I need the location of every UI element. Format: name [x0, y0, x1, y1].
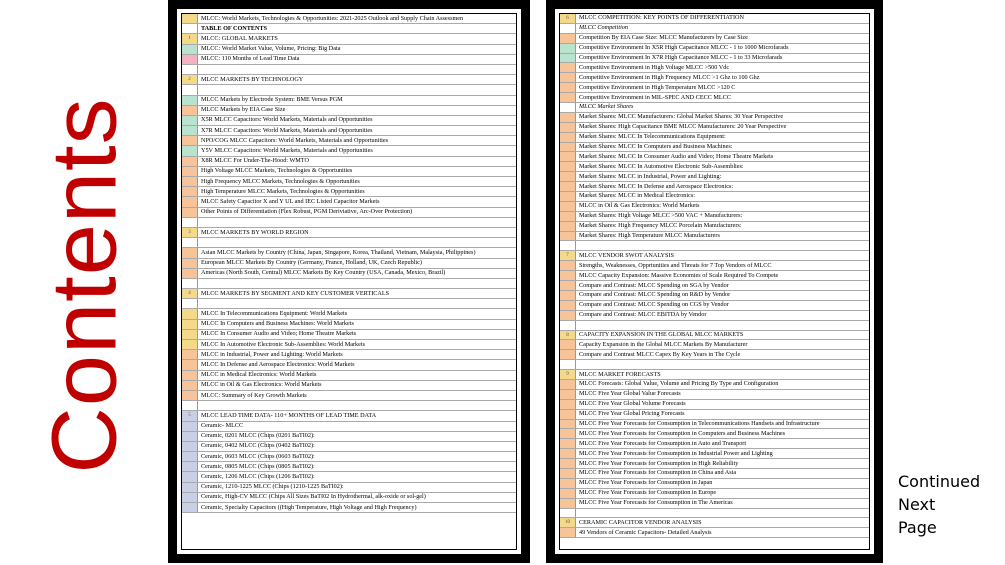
toc-entry-text: MLCC: Summary of Key Growth Markets	[201, 391, 307, 399]
toc-entry-text: 49 Vendors of Ceramic Capacitors- Detailed Analysis	[579, 528, 712, 536]
toc-entry-text: Ceramic, 1210-1225 MLCC (Chips (1210-1225 BaTI02):	[201, 483, 344, 491]
section-marker	[560, 73, 576, 82]
toc-entry-text: X7R MLCC Capacitors: World Markets, Materials and Opportunities	[201, 126, 373, 134]
section-marker: 2	[182, 75, 198, 84]
section-marker	[182, 432, 198, 441]
toc-entry-text: Competition By EIA Case Size: MLCC Manufacturers by Case Size	[579, 34, 748, 42]
toc-page-left	[168, 0, 530, 563]
toc-page-right	[546, 0, 883, 563]
toc-entry-text: MLCC Five Year Forecasts for Consumption in Japan	[579, 479, 713, 487]
side-title-text: Contents	[33, 96, 136, 474]
toc-entry-text: European MLCC Markets By Country (Germany, France, Holland, UK, Czech Republic)	[201, 259, 422, 267]
side-title	[30, 45, 140, 525]
toc-entry-text: Market Shares: MLCC In Automotive Electronic Sub-Assemblies:	[579, 162, 744, 170]
toc-row	[560, 528, 869, 538]
toc-row	[182, 340, 516, 350]
toc-entry-text: High Temperature MLCC Markets, Technologies & Opportunities	[201, 187, 365, 195]
section-marker	[560, 420, 576, 429]
section-marker	[560, 410, 576, 419]
section-marker: 3	[182, 228, 198, 237]
toc-row	[182, 177, 516, 187]
toc-entry-text: MLCC Markets by EIA Case Size	[201, 106, 286, 114]
toc-entry-text: MLCC In Automotive Electronic Sub-Assemblies: World Markets	[201, 340, 366, 348]
toc-row	[182, 299, 516, 309]
toc-panel-right	[555, 9, 874, 554]
toc-entry-text: Capacity Expansion in the Global MLCC Markets By Manufacturer	[579, 340, 748, 348]
section-marker	[182, 208, 198, 217]
section-marker	[182, 157, 198, 166]
section-marker	[182, 340, 198, 349]
section-marker	[182, 330, 198, 339]
toc-entry-text: TABLE OF CONTENTS	[201, 24, 268, 32]
toc-entry-text: Ceramic, 0201 MLCC (Chips (0201 BaTI02):	[201, 432, 315, 440]
section-marker	[182, 391, 198, 400]
toc-entry-text: MLCC LEAD TIME DATA- 110+ MONTHS OF LEAD TIME DATA	[201, 411, 377, 419]
toc-row	[182, 269, 516, 279]
toc-entry-text: MLCC In Consumer Audio and Video; Home Theatre Markets	[201, 330, 357, 338]
toc-entry-text: Market Shares: MLCC in Industrial, Power and Lighting:	[579, 172, 722, 180]
toc-entry-text: Market Shares: MLCC Manufacturers: Global Market Shares: 30 Year Perspective	[579, 113, 784, 121]
toc-row	[182, 238, 516, 248]
section-marker	[182, 381, 198, 390]
toc-panel-left	[177, 9, 521, 554]
toc-entry-text: Market Shares: MLCC in Medical Electronics:	[579, 192, 695, 200]
toc-entry-text: High Voltage MLCC Markets, Technologies & Opportunities	[201, 167, 353, 175]
toc-entry-text: MLCC COMPETITION: KEY POINTS OF DIFFERENTIATION	[579, 14, 744, 22]
section-marker	[182, 177, 198, 186]
section-marker	[182, 462, 198, 471]
toc-entry-text: MLCC in Oil & Gas Electronics: World Markets	[579, 202, 700, 210]
section-marker	[182, 55, 198, 64]
toc-entry-text: MLCC Five Year Forecasts for Consumption in Auto and Transport	[579, 439, 747, 447]
section-marker	[182, 197, 198, 206]
toc-row	[182, 360, 516, 370]
toc-row	[182, 259, 516, 269]
toc-row	[182, 96, 516, 106]
toc-entry-text: Asian MLCC Markets by Country (China, Japan, Singapore, Korea, Thailand, Vietnam, Malaysia, Philippines)	[201, 248, 476, 256]
toc-row	[182, 116, 516, 126]
section-marker	[560, 143, 576, 152]
section-marker	[560, 400, 576, 409]
section-marker	[182, 238, 198, 247]
section-marker	[560, 509, 576, 518]
section-marker	[560, 133, 576, 142]
toc-entry-text: MLCC Markets by Electrode System: BME Versus PGM	[201, 96, 343, 104]
toc-entry-text: MLCC Market Shares	[579, 103, 634, 111]
section-marker	[182, 106, 198, 115]
toc-row	[560, 350, 869, 360]
toc-row	[182, 146, 516, 156]
toc-entry-text: MLCC Safety Capacitor X and Y UL and IEC Listed Capacitor Markets	[201, 197, 380, 205]
section-marker	[182, 187, 198, 196]
toc-row	[182, 157, 516, 167]
toc-entry-text: MLCC VENDOR SWOT ANALYSIS	[579, 251, 674, 259]
toc-row	[182, 228, 516, 238]
toc-entry-text: Ceramic, 0603 MLCC (Chips (0603 BaTI02):	[201, 452, 315, 460]
toc-entry-text: Y5V MLCC Capacitors: World Markets, Materials and Opportunities	[201, 147, 373, 155]
toc-row	[182, 381, 516, 391]
section-marker	[182, 269, 198, 278]
section-marker	[182, 299, 198, 308]
section-marker: 9	[560, 370, 576, 379]
toc-entry-text: NPO/COG MLCC Capacitors: World Markets, Materials and Opportunities	[201, 136, 389, 144]
toc-entry-text: MLCC Five Year Global Volume Forecasts	[579, 400, 686, 408]
toc-entry-text: MLCC MARKETS BY TECHNOLOGY	[201, 75, 304, 83]
section-marker	[182, 493, 198, 502]
toc-row	[182, 126, 516, 136]
toc-entry-text: Compare and Contrast: MLCC Spending on R&D by Vendor	[579, 291, 731, 299]
section-marker: 6	[560, 14, 576, 23]
toc-entry-text: Compare and Contrast: MLCC EBITDA by Vendor	[579, 311, 707, 319]
section-marker	[560, 281, 576, 290]
toc-entry-text: MLCC In Defense and Aerospace Electronics: World Markets	[201, 360, 355, 368]
toc-row	[182, 422, 516, 432]
section-marker	[182, 452, 198, 461]
toc-row	[182, 330, 516, 340]
toc-entry-text: MLCC Forecasts: Global Value, Volume and Pricing By Type and Configuration	[579, 380, 779, 388]
section-marker	[560, 390, 576, 399]
toc-entry-text: MLCC Five Year Forecasts for Consumption in China and Asia	[579, 469, 737, 477]
section-marker	[560, 241, 576, 250]
toc-entry-text: Compare and Contrast MLCC Capex By Key Years in The Cycle	[579, 350, 741, 358]
toc-entry-text: MLCC Five Year Forecasts for Consumption in Europe	[579, 489, 717, 497]
note-line: Page	[898, 518, 937, 537]
toc-entry-text: MLCC Five Year Forecasts for Consumption in Computers and Business Machines	[579, 429, 786, 437]
section-marker	[560, 123, 576, 132]
section-marker: 5	[182, 411, 198, 420]
toc-entry-text: MLCC: 110 Months of Lead Time Data	[201, 55, 300, 63]
toc-entry-text: Market Shares: High Voltage MLCC >500 VAC + Manufacturers:	[579, 212, 743, 220]
toc-row	[182, 248, 516, 258]
toc-entry-text: Competitive Environment in High Frequency MLCC >1 Ghz to 100 Ghz	[579, 73, 760, 81]
toc-row	[560, 311, 869, 321]
continued-note	[898, 470, 998, 539]
toc-row	[182, 309, 516, 319]
section-marker	[182, 503, 198, 512]
toc-entry-text: MLCC: World Markets, Technologies & Opportunities: 2021-2025 Outlook and Supply Chain Assessmen	[201, 14, 464, 22]
toc-entry-text: Market Shares: MLCC In Consumer Audio and Video; Home Theatre Markets	[579, 152, 774, 160]
toc-row	[182, 14, 516, 24]
toc-row	[182, 452, 516, 462]
toc-entry-text: MLCC Five Year Forecasts for Consumption in Telecommunications Handsets and Infrastructure	[579, 419, 820, 427]
toc-row	[182, 136, 516, 146]
section-marker	[182, 259, 198, 268]
section-marker: 10	[560, 518, 576, 527]
section-marker: 8	[560, 331, 576, 340]
toc-sheet-left	[181, 13, 517, 550]
toc-row	[182, 34, 516, 44]
toc-entry-text: MLCC Five Year Forecasts for Consumption in The Americas	[579, 499, 733, 507]
section-marker	[560, 44, 576, 53]
section-marker	[560, 162, 576, 171]
section-marker	[560, 469, 576, 478]
section-marker	[560, 212, 576, 221]
toc-entry-text: Market Shares: High Frequency MLCC Porcelain Manufacturers:	[579, 222, 742, 230]
section-marker	[560, 261, 576, 270]
toc-row	[182, 45, 516, 55]
toc-row	[182, 483, 516, 493]
toc-sheet-right	[559, 13, 870, 550]
toc-row	[182, 85, 516, 95]
toc-row	[182, 371, 516, 381]
toc-row	[182, 472, 516, 482]
section-marker	[182, 371, 198, 380]
toc-entry-text: MLCC in Medical Electronics: World Markets	[201, 371, 317, 379]
section-marker	[560, 192, 576, 201]
toc-entry-text: Strengths, Weaknesses, Opprtunities and Threats for 7 Top Vendors of MLCC	[579, 261, 772, 269]
toc-entry-text: Competitive Environment in MIL-SPEC AND CECC MLCC	[579, 93, 731, 101]
section-marker	[182, 360, 198, 369]
toc-row	[182, 197, 516, 207]
toc-entry-text: X8R MLCC For Under-The-Hood: WMTO	[201, 157, 309, 165]
toc-entry-text: MLCC MARKETS BY WORLD REGION	[201, 228, 309, 236]
section-marker	[182, 320, 198, 329]
toc-entry-text: MLCC in Oil & Gas Electronics: World Markets	[201, 381, 322, 389]
toc-entry-text: MLCC Five Year Forecasts for Consumption in Industrial Power and Lighting	[579, 449, 773, 457]
section-marker	[182, 85, 198, 94]
section-marker	[182, 45, 198, 54]
section-marker	[560, 291, 576, 300]
section-marker	[182, 218, 198, 227]
toc-row	[182, 208, 516, 218]
section-marker	[182, 14, 198, 23]
section-marker	[182, 24, 198, 33]
section-marker	[182, 483, 198, 492]
toc-entry-text: Competitive Environment in High Voltage MLCC >500 Vdc	[579, 63, 730, 71]
section-marker	[560, 113, 576, 122]
toc-row	[182, 350, 516, 360]
section-marker	[560, 528, 576, 537]
section-marker	[560, 429, 576, 438]
toc-entry-text: Ceramic- MLCC	[201, 422, 244, 430]
toc-entry-text: MLCC In Computers and Business Machines: World Markets	[201, 320, 354, 328]
toc-row	[182, 432, 516, 442]
section-marker	[560, 172, 576, 181]
section-marker: 1	[182, 34, 198, 43]
section-marker	[560, 360, 576, 369]
toc-entry-text: Ceramic, High-CV MLCC (Chips All Sizes BaTI02 In Hydrothermal, alk-oxide or sol-gel)	[201, 493, 426, 501]
section-marker	[560, 340, 576, 349]
toc-row	[182, 462, 516, 472]
toc-row	[182, 24, 516, 34]
toc-row	[182, 442, 516, 452]
toc-entry-text: Market Shares: High Temperature MLCC Manufacturers	[579, 232, 720, 240]
note-line: Continued	[898, 472, 981, 491]
section-marker	[560, 202, 576, 211]
section-marker	[182, 442, 198, 451]
section-marker: 4	[182, 289, 198, 298]
section-marker	[560, 449, 576, 458]
section-marker	[182, 96, 198, 105]
toc-entry-text: Ceramic, 0402 MLCC (Chips (0402 BaTI02):	[201, 442, 315, 450]
section-marker	[560, 83, 576, 92]
toc-entry-text: CAPACITY EXPANSION IN THE GLOBAL MLCC MARKETS	[579, 330, 744, 338]
toc-row	[182, 55, 516, 65]
toc-row	[560, 499, 869, 509]
section-marker	[182, 146, 198, 155]
toc-entry-text: Competitive Environment In X5R High Capacitance MLCC - 1 to 1000 Microfarads	[579, 44, 789, 52]
toc-entry-text: Market Shares: MLCC In Defense and Aerospace Electronics:	[579, 182, 734, 190]
section-marker	[182, 248, 198, 257]
toc-row	[182, 279, 516, 289]
section-marker	[560, 439, 576, 448]
toc-entry-text: Competitive Environment in High Temperature MLCC >120 C	[579, 83, 736, 91]
section-marker	[182, 472, 198, 481]
section-marker	[560, 103, 576, 112]
toc-row	[182, 401, 516, 411]
section-marker	[560, 380, 576, 389]
toc-row	[182, 493, 516, 503]
toc-row	[182, 187, 516, 197]
section-marker	[560, 311, 576, 320]
toc-row	[182, 65, 516, 75]
toc-entry-text: MLCC in Industrial, Power and Lighting: World Markets	[201, 350, 343, 358]
toc-entry-text: MLCC Five Year Global Pricing Forecasts	[579, 410, 685, 418]
toc-entry-text: Ceramic, Specialty Capacitors ((High Temperature, High Voltage and High Frequency)	[201, 503, 417, 511]
section-marker	[560, 479, 576, 488]
section-marker	[560, 301, 576, 310]
section-marker	[560, 34, 576, 43]
section-marker	[560, 182, 576, 191]
section-marker	[182, 401, 198, 410]
section-marker	[560, 152, 576, 161]
toc-row	[560, 232, 869, 242]
toc-row	[182, 411, 516, 421]
toc-entry-text: Competitive Environment In X7R High Capacitance MLCC - 1 to 33 Microfarads	[579, 54, 783, 62]
section-marker: 7	[560, 251, 576, 260]
toc-entry-text: MLCC Capacity Expansion: Massive Economies of Scale Required To Compete	[579, 271, 779, 279]
section-marker	[182, 65, 198, 74]
toc-entry-text: MLCC Competition	[579, 24, 628, 32]
note-line: Next	[898, 495, 936, 514]
section-marker	[182, 116, 198, 125]
toc-row	[182, 503, 516, 513]
section-marker	[182, 309, 198, 318]
toc-entry-text: Market Shares: High Capacitance BME MLCC Manufacturers: 20 Year Perspective	[579, 123, 787, 131]
toc-row	[182, 391, 516, 401]
toc-row	[182, 75, 516, 85]
section-marker	[560, 24, 576, 33]
toc-entry-text: Ceramic, 0805 MLCC (Chips (0805 BaTI02):	[201, 462, 315, 470]
section-marker	[182, 422, 198, 431]
section-marker	[560, 489, 576, 498]
section-marker	[560, 93, 576, 102]
section-marker	[560, 499, 576, 508]
toc-row	[182, 106, 516, 116]
section-marker	[182, 350, 198, 359]
toc-entry-text: CERAMIC CAPACITOR VENDOR ANALYSIS	[579, 518, 702, 526]
toc-entry-text: High Frequency MLCC Markets, Technologies & Opportunities	[201, 177, 360, 185]
section-marker	[182, 126, 198, 135]
toc-entry-text: Market Shares: MLCC In Telecommunications Equipment:	[579, 133, 726, 141]
toc-row	[182, 218, 516, 228]
section-marker	[560, 222, 576, 231]
toc-entry-text: X5R MLCC Capacitors: World Markets, Materials and Opportunities	[201, 116, 373, 124]
toc-entry-text: MLCC: World Market Value, Volume, Pricing: Big Data	[201, 45, 341, 53]
toc-entry-text: MLCC Five Year Forecasts for Consumption in High Reliability	[579, 459, 739, 467]
toc-entry-text: Compare and Contrast: MLCC Spending on SGA by Vendor	[579, 281, 729, 289]
section-marker	[560, 271, 576, 280]
toc-entry-text: MLCC In Telecommunications Equipment: World Markets	[201, 310, 348, 318]
toc-entry-text: Americas (North South, Central) MLCC Markets By Key Country (USA, Canada, Mexico, Brazil)	[201, 269, 446, 277]
section-marker	[560, 459, 576, 468]
section-marker	[560, 54, 576, 63]
section-marker	[560, 350, 576, 359]
toc-entry-text: Compare and Contrast: MLCC Spending on CGS by Vendor	[579, 301, 729, 309]
section-marker	[560, 321, 576, 330]
toc-row	[182, 289, 516, 299]
section-marker	[560, 63, 576, 72]
toc-entry-text: MLCC: GLOBAL MARKETS	[201, 34, 278, 42]
toc-entry-text: Other Points of Differentiation (Flex Robust, PGM Deriviative, Arc-Over Protection)	[201, 208, 413, 216]
toc-row	[182, 167, 516, 177]
section-marker	[182, 167, 198, 176]
toc-entry-text: MLCC Five Year Global Value Forecasts	[579, 390, 681, 398]
toc-row	[182, 320, 516, 330]
toc-entry-text: Market Shares: MLCC In Computers and Business Machines:	[579, 143, 733, 151]
toc-entry-text: MLCC MARKET FORECASTS	[579, 370, 661, 378]
section-marker	[182, 136, 198, 145]
section-marker	[560, 232, 576, 241]
toc-entry-text: Ceramic, 1206 MLCC (Chips (1206 BaTI02):	[201, 473, 315, 481]
toc-entry-text: MLCC MARKETS BY SEGMENT AND KEY CUSTOMER VERTICALS	[201, 289, 390, 297]
section-marker	[182, 279, 198, 288]
